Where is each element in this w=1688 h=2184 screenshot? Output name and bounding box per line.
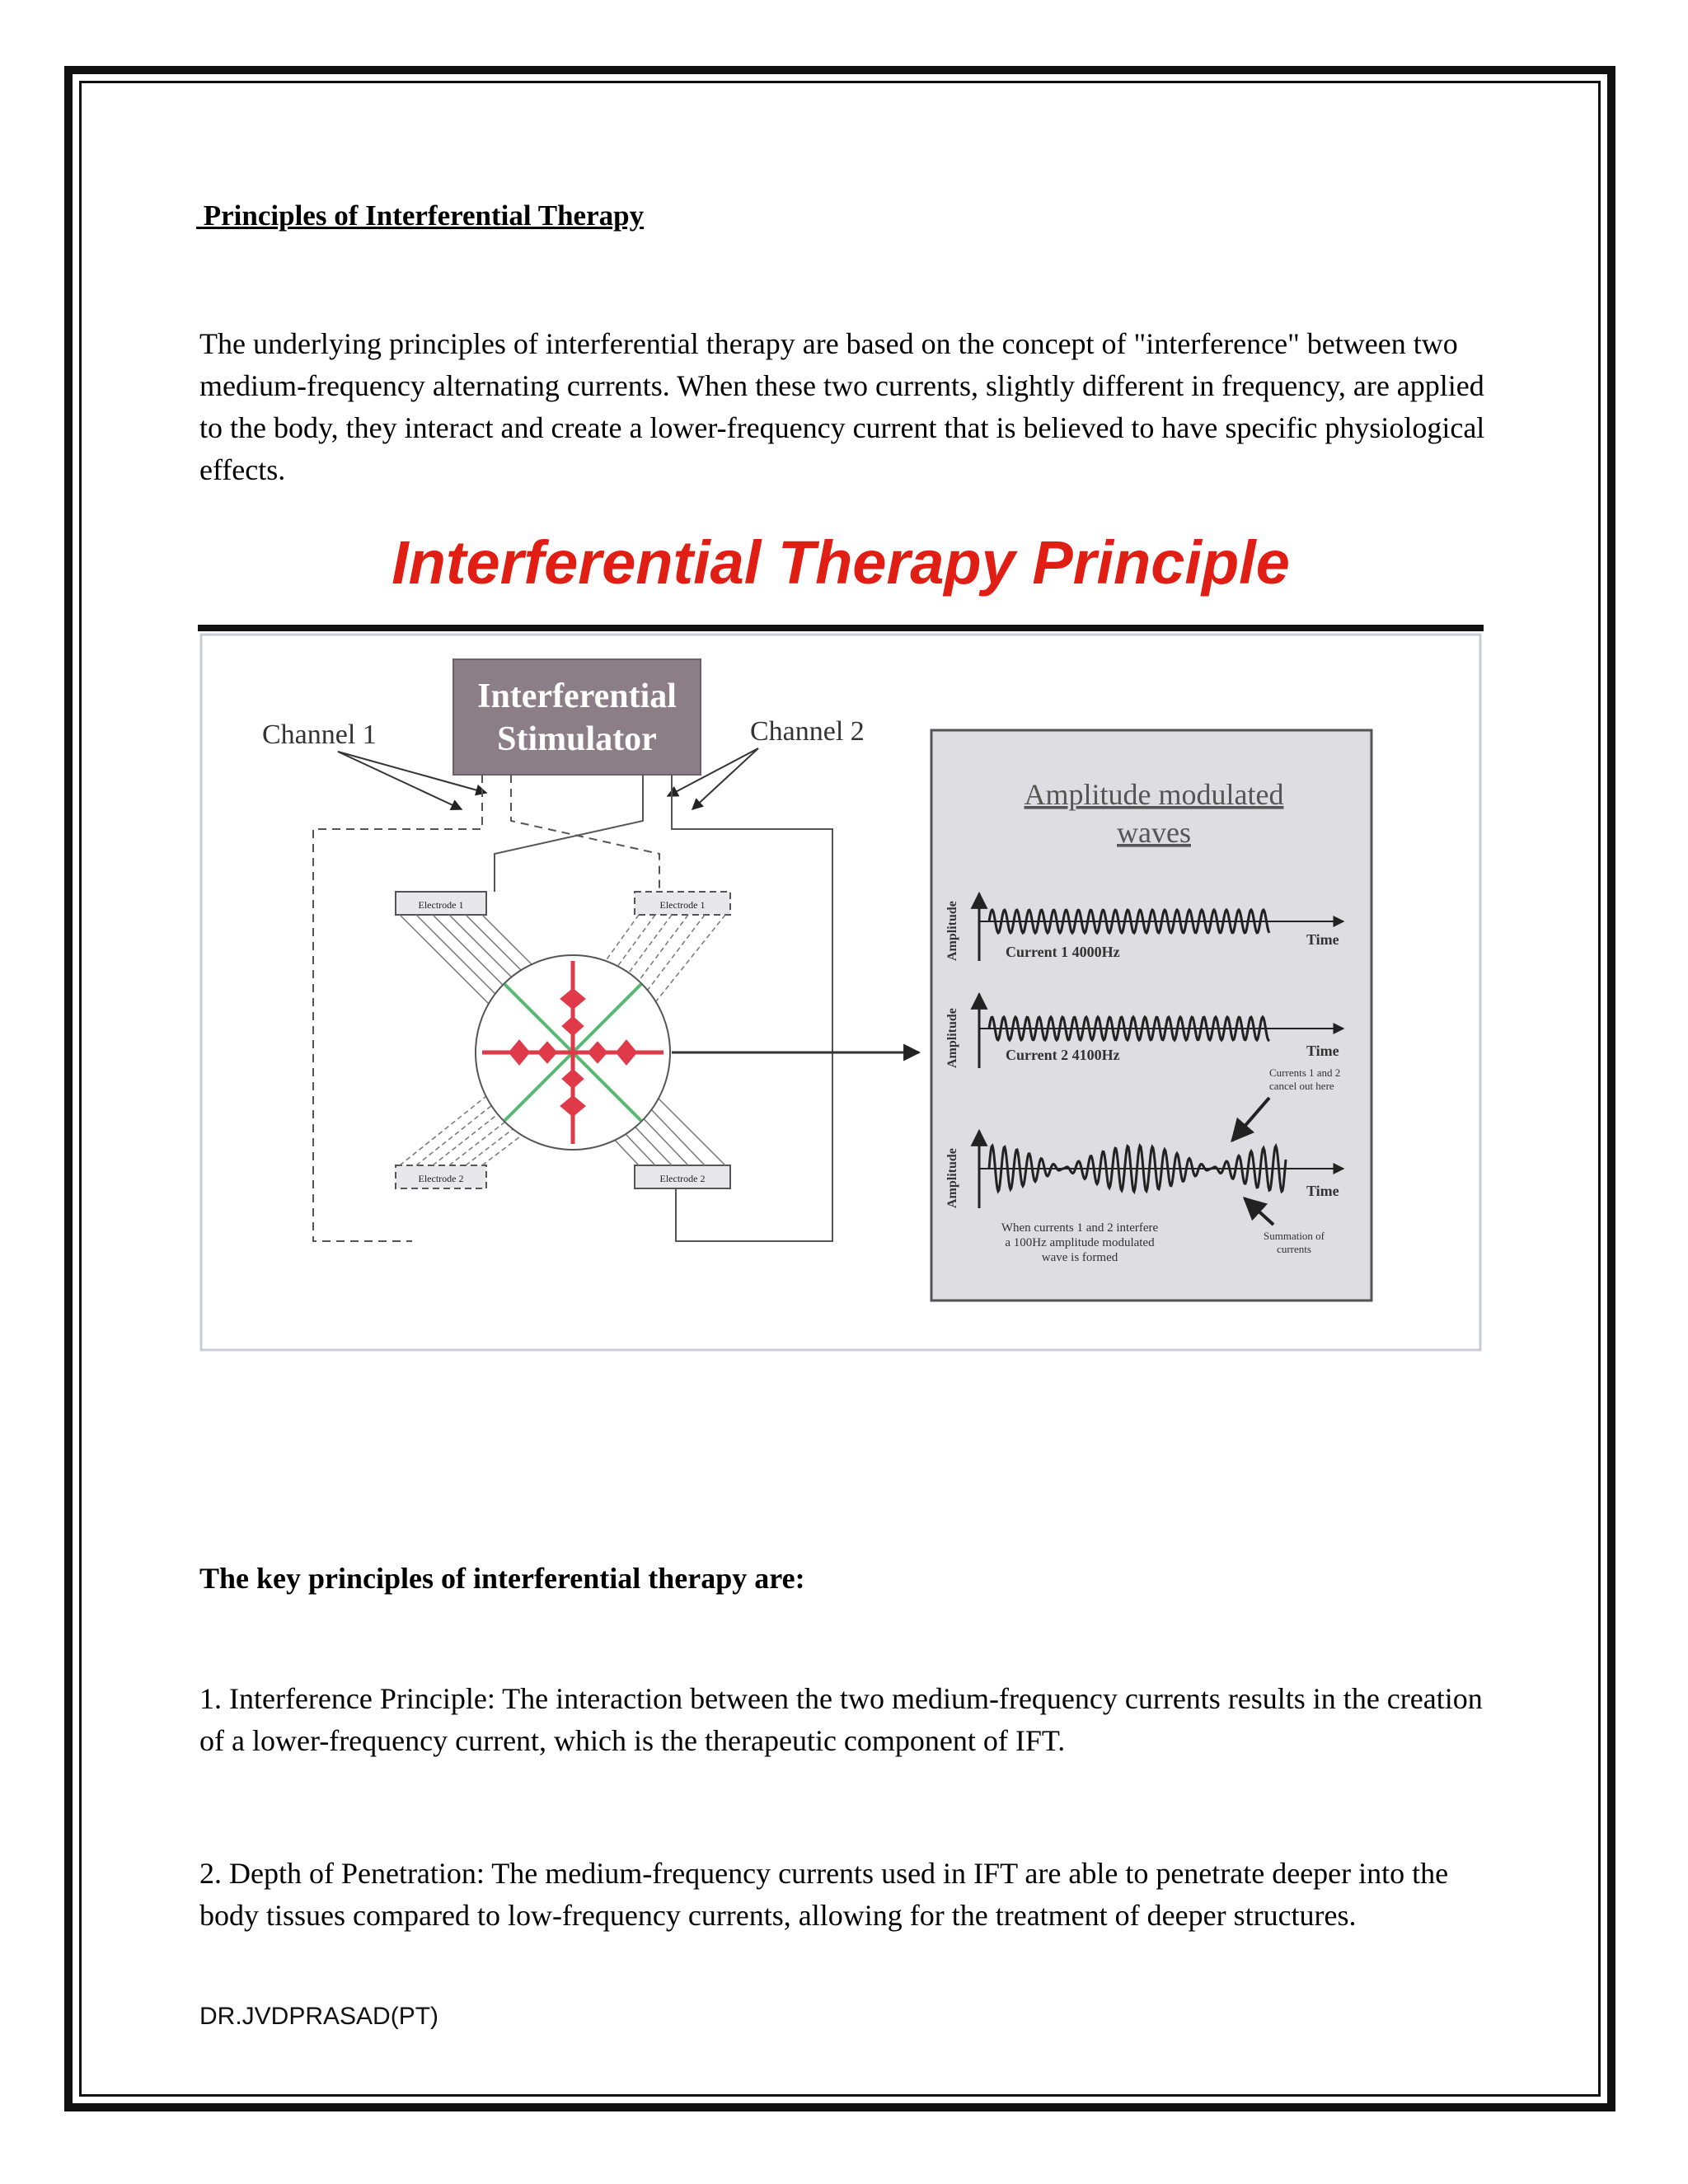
cancel-note-line1: Currents 1 and 2 bbox=[1269, 1066, 1341, 1079]
stimulator-label-line1: Interferential bbox=[477, 677, 677, 715]
time-label-2: Time bbox=[1306, 1043, 1339, 1059]
interfere-note-line1: When currents 1 and 2 interfere bbox=[1001, 1221, 1159, 1235]
amplitude-label-1: Amplitude bbox=[945, 901, 959, 961]
figure-title-rule bbox=[198, 625, 1484, 631]
stimulator-label-line2: Stimulator bbox=[497, 720, 657, 758]
page-heading: Principles of Interferential Therapy bbox=[196, 199, 645, 232]
electrode2-left-label: Electrode 2 bbox=[418, 1173, 464, 1184]
interfere-note-line3: wave is formed bbox=[1041, 1251, 1118, 1264]
electrode1-right-label: Electrode 1 bbox=[659, 899, 706, 911]
intro-paragraph: The underlying principles of interferential therapy are based on the concept of "interference" between two medium-frequency alternating currents. When these two currents, slightly different in frequency, are applied to the body, they interact and create a lower-frequency current that is believed to have specific physiological effects. bbox=[199, 327, 1485, 486]
summation-note-line2: currents bbox=[1277, 1243, 1311, 1255]
channel1-label: Channel 1 bbox=[262, 719, 377, 750]
summation-note-line1: Summation of bbox=[1263, 1230, 1325, 1242]
electrode1-top-label: Electrode 1 bbox=[418, 899, 464, 911]
principle-item-2: 2. Depth of Penetration: The medium-frequency currents used in IFT are able to penetrate deeper into the body tissues compared to low-frequency currents, allowing for the treatment of deeper structures. bbox=[199, 1857, 1449, 1932]
interferential-diagram bbox=[198, 631, 1484, 1357]
cancel-note-line2: cancel out here bbox=[1269, 1080, 1334, 1092]
electrode2-right-label: Electrode 2 bbox=[659, 1173, 706, 1184]
principle-item-1: 1. Interference Principle: The interaction between the two medium-frequency currents results in the creation of a lower-frequency current, which is the therapeutic component of IFT. bbox=[199, 1682, 1483, 1757]
waves-panel-title-line1: Amplitude modulated bbox=[1024, 778, 1284, 811]
amplitude-label-3: Amplitude bbox=[945, 1148, 959, 1208]
footer-author: DR.JVDPRASAD(PT) bbox=[199, 2003, 439, 2030]
current1-label: Current 1 4000Hz bbox=[1006, 944, 1120, 960]
waves-panel-title-line2: waves bbox=[1117, 816, 1191, 849]
interfere-note-line2: a 100Hz amplitude modulated bbox=[1005, 1236, 1155, 1249]
channel2-label: Channel 2 bbox=[750, 716, 865, 747]
time-label-3: Time bbox=[1306, 1183, 1339, 1199]
key-principles-heading: The key principles of interferential therapy are: bbox=[199, 1562, 805, 1595]
current2-label: Current 2 4100Hz bbox=[1006, 1047, 1120, 1063]
figure-title: Interferential Therapy Principle bbox=[392, 528, 1290, 597]
amplitude-label-2: Amplitude bbox=[945, 1008, 959, 1068]
time-label-1: Time bbox=[1306, 931, 1339, 948]
